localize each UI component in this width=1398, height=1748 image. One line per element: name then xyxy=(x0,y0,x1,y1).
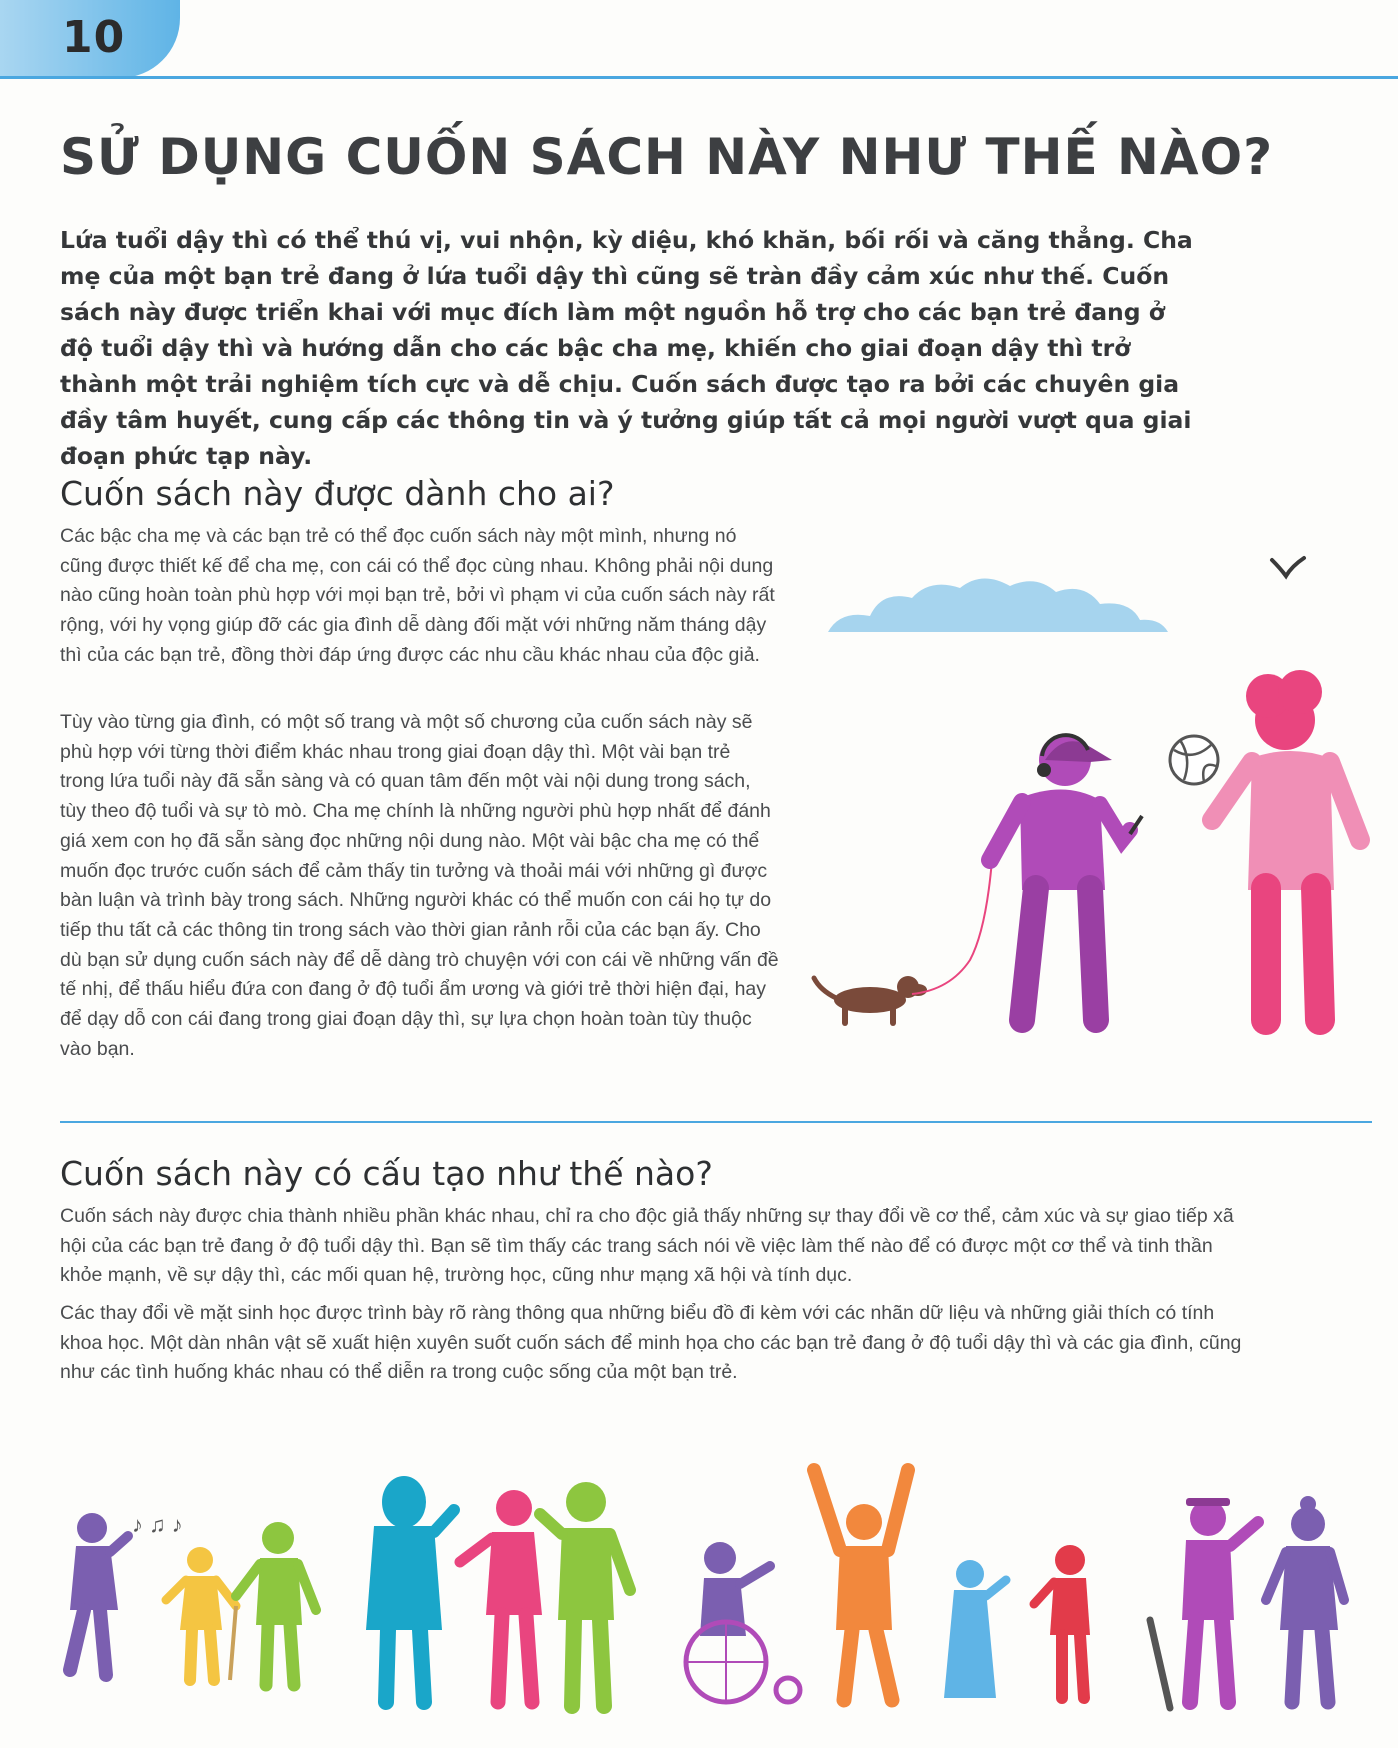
structure-paragraph-2: Các thay đổi về mặt sinh học được trình bày rõ ràng thông qua những biểu đồ đi kèm với các nhãn dữ liệu và những giải thích có tính khoa học. Một dàn nhân vật sẽ xuất hiện xuyên suốt cuốn sách để minh họa cho các bạn trẻ đang ở độ tuổi dậy thì và các gia đình, cũng như các tình huống khác nhau có thể diễn ra trong cuộc sống của một bạn trẻ. xyxy=(60,1302,1242,1384)
section-heading-for-whom: Cuốn sách này được dành cho ai? xyxy=(60,474,615,513)
character-robed-child xyxy=(944,1560,1006,1698)
bird-icon xyxy=(1272,558,1304,576)
volleyball-icon xyxy=(1170,736,1218,784)
character-hijab-woman xyxy=(366,1476,454,1702)
character-pink-woman xyxy=(460,1490,542,1702)
character-green-teen xyxy=(236,1522,316,1685)
character-green-man xyxy=(540,1482,630,1706)
for-whom-paragraph-1: Các bậc cha mẹ và các bạn trẻ có thể đọc cuốn sách này một mình, nhưng nó cũng được thiết kế để cha mẹ, con cái có thể đọc cùng nhau. Không phải nội dung nào cũng hoàn toàn phù hợp với mọi bạn trẻ, bởi vì phạm vi của cuốn sách này rất rộng, với hy vọng giúp đỡ các gia đình dễ dàng đối mặt với những năm tháng dậy thì của các bạn trẻ, đồng thời đáp ứng được các nhu cầu khác nhau của độc giả. xyxy=(60,525,775,666)
leash xyxy=(912,860,992,994)
character-singer xyxy=(70,1512,183,1675)
cloud-icon xyxy=(828,578,1168,632)
characters-illustration xyxy=(40,1440,1398,1740)
character-wheelchair-user xyxy=(686,1542,800,1702)
adult-with-ball xyxy=(1170,670,1360,1020)
character-skateboarder xyxy=(1150,1498,1258,1708)
page-number: 10 xyxy=(62,12,126,63)
character-child-with-cane xyxy=(166,1547,236,1680)
music-notes-icon: ♪ ♫ ♪ xyxy=(132,1512,183,1537)
character-cheering xyxy=(814,1470,908,1700)
skateboard-icon xyxy=(1150,1620,1170,1708)
section-divider xyxy=(60,1121,1372,1123)
top-divider xyxy=(0,76,1398,79)
for-whom-paragraph-2: Tùy vào từng gia đình, có một số trang và một số chương của cuốn sách này sẽ phù hợp với từng thời điểm khác nhau trong giai đoạn dậy thì. Một vài bạn trẻ trong lứa tuổi này đã sẵn sàng và có quan tâm đến một vài nội dung trong sách, tùy theo độ tuổi và sự tò mò. Cha mẹ chính là những người phù hợp nhất để đánh giá xem con họ đã sẵn sàng đọc những nội dung nào. Một vài bậc cha mẹ có thể muốn đọc trước cuốn sách để cảm thấy tin tưởng và thoải mái với những gì được bàn luận và trình bày trong sách. Những người khác có thể muốn con cái họ tự do tiếp thu tất cả các thông tin trong sách vào thời gian rảnh rỗi của các bạn ấy. Cho dù bạn sử dụng cuốn sách này để dễ dàng trò chuyện với con cái về những vấn đề tế nhị, để thấu hiểu đứa con đang ở độ tuổi ẩm ương và giới trẻ thời hiện đại, hay để dạy dỗ con cái đang trong giai đoạn dậy thì, sự lựa chọn hoàn toàn tùy thuộc vào bạn. xyxy=(60,711,779,1060)
section-heading-structure: Cuốn sách này có cấu tạo như thế nào? xyxy=(60,1154,713,1193)
park-illustration xyxy=(800,530,1390,1050)
page-title: SỬ DỤNG CUỐN SÁCH NÀY NHƯ THẾ NÀO? xyxy=(60,128,1274,186)
teen-with-phone xyxy=(990,734,1142,1020)
character-red-child xyxy=(1034,1545,1090,1698)
character-elderly-woman xyxy=(1266,1496,1344,1702)
structure-paragraph-1: Cuốn sách này được chia thành nhiều phần khác nhau, chỉ ra cho độc giả thấy những sự thay đổi về cơ thể, cảm xúc và sự giao tiếp xã hội của các bạn trẻ đang ở độ tuổi dậy thì. Bạn sẽ tìm thấy các trang sách nói về việc làm thế nào để có được một cơ thể và tinh thần khỏe mạnh, về sự dậy thì, các mối quan hệ, trường học, cũng như mạng xã hội và tính dục. xyxy=(60,1205,1234,1287)
intro-paragraph: Lứa tuổi dậy thì có thể thú vị, vui nhộn, kỳ diệu, khó khăn, bối rối và căng thẳng. Cha mẹ của một bạn trẻ đang ở lứa tuổi dậy thì cũng sẽ tràn đầy cảm xúc như thế. Cuốn sách này được triển khai với mục đích làm một nguồn hỗ trợ cho các bạn trẻ đang ở độ tuổi dậy thì và hướng dẫn cho các bậc cha mẹ, khiến cho giai đoạn dậy thì trở thành một trải nghiệm tích cực và dễ chịu. Cuốn sách được tạo ra bởi các chuyên gia đầy tâm huyết, cung cấp các thông tin và ý tưởng giúp tất cả mọi người vượt qua giai đoạn phức tạp này. xyxy=(60,226,1193,470)
dog-icon xyxy=(814,976,927,1026)
